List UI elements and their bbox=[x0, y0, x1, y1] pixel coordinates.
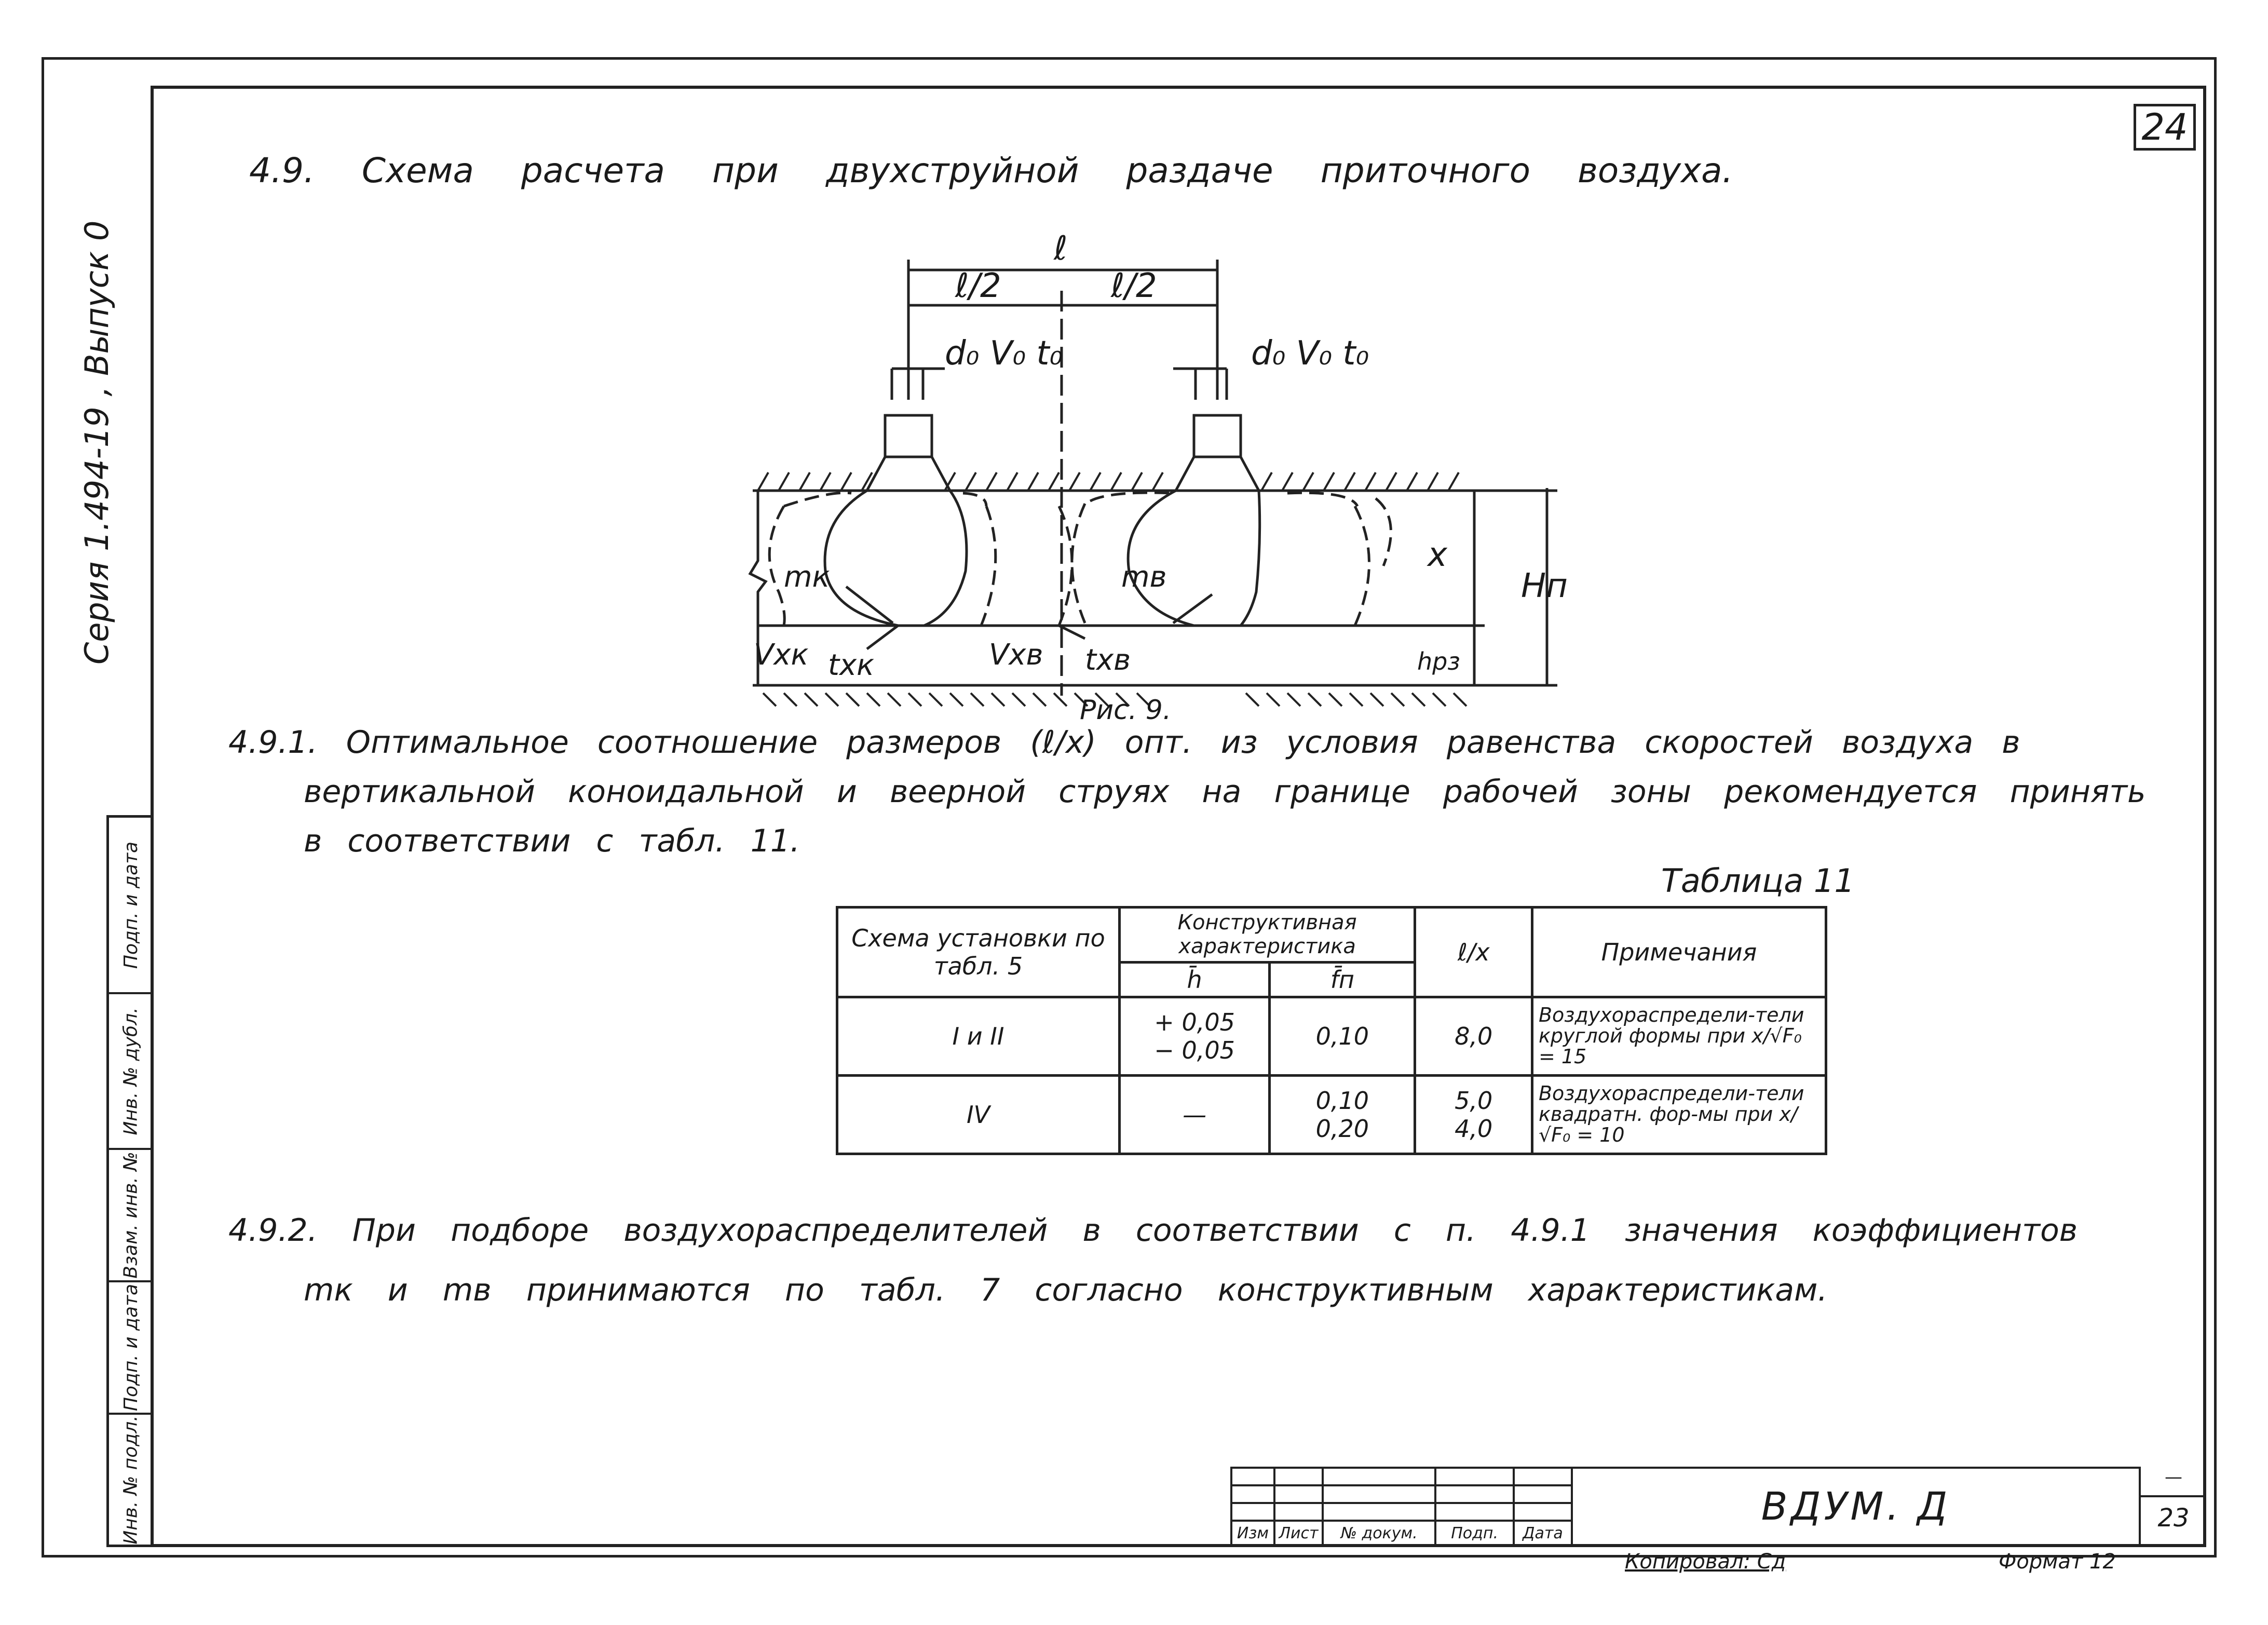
airflow-diagram bbox=[727, 228, 1568, 727]
label-half-left: ℓ/2 bbox=[955, 267, 1001, 305]
label-x: x bbox=[1428, 536, 1447, 574]
row1-lx: 8,0 bbox=[1415, 997, 1532, 1076]
side-stamp-strip bbox=[106, 815, 153, 1547]
tb-col-izm: Изм bbox=[1231, 1521, 1274, 1546]
label-hp: Hп bbox=[1521, 567, 1568, 605]
section-heading: 4.9. Схема расчета при двухструйной раздаче приточного воздуха. bbox=[249, 151, 1733, 191]
side-cell-inv-dubl: Инв. № дубл. bbox=[109, 994, 153, 1150]
row2-lx: 5,0 4,0 bbox=[1415, 1076, 1532, 1154]
row2-h: — bbox=[1119, 1076, 1269, 1154]
th-f: f̄п bbox=[1270, 962, 1415, 997]
label-inlet-right: d₀ V₀ t₀ bbox=[1251, 334, 1369, 373]
label-mk: mк bbox=[784, 560, 830, 594]
figure-caption: Рис. 9. bbox=[1080, 695, 1172, 726]
document-code: ВДУМ. Д bbox=[1573, 1467, 2139, 1545]
row1-f: 0,10 bbox=[1270, 997, 1415, 1076]
table-title: Таблица 11 bbox=[1661, 862, 1855, 900]
sheet-box bbox=[2139, 1467, 2206, 1545]
label-hrz: hрз bbox=[1417, 647, 1460, 675]
label-vxk: Vхк bbox=[754, 638, 809, 672]
label-half-right: ℓ/2 bbox=[1111, 267, 1157, 305]
format-label: Формат 12 bbox=[1999, 1550, 2116, 1574]
copied-by: Копировал: Сд bbox=[1625, 1550, 1786, 1574]
sheet-label: — bbox=[2141, 1467, 2206, 1497]
title-block bbox=[1230, 1467, 2206, 1545]
page-number: 24 bbox=[2134, 104, 2196, 151]
side-cell-vzam-inv: Взам. инв. № bbox=[109, 1150, 153, 1282]
side-cell-inv-podl: Инв. № подл. bbox=[109, 1415, 153, 1547]
title-block-grid bbox=[1230, 1467, 1573, 1547]
para-4-9-1-line2: вертикальной коноидальной и веерной струях на границе рабочей зоны рекомендуется принять bbox=[304, 774, 2146, 810]
para-4-9-2-line2: mк и mв принимаются по табл. 7 согласно конструктивным характеристикам. bbox=[304, 1272, 1828, 1308]
th-notes: Примечания bbox=[1532, 908, 1826, 997]
label-txv: tхв bbox=[1085, 643, 1131, 677]
side-cell-podp-data-2: Подп. и дата bbox=[109, 818, 153, 994]
tb-col-doc: № докум. bbox=[1323, 1521, 1435, 1546]
th-l-x: ℓ/x bbox=[1415, 908, 1532, 997]
label-l: ℓ bbox=[1054, 229, 1068, 268]
th-h: h̄ bbox=[1119, 962, 1269, 997]
row2-note: Воздухораспредели-тели квадратн. фор-мы при x/√F₀ = 10 bbox=[1532, 1076, 1826, 1154]
th-constructive: Конструктивная характеристика bbox=[1119, 908, 1415, 963]
series-title: Серия 1.494-19 , Выпуск 0 bbox=[78, 220, 116, 665]
tb-col-date: Дата bbox=[1514, 1521, 1572, 1546]
row1-note: Воздухораспредели-тели круглой формы при x/√F₀ = 15 bbox=[1532, 997, 1826, 1076]
sheet-number: 23 bbox=[2157, 1504, 2190, 1533]
row1-h: + 0,05 − 0,05 bbox=[1119, 997, 1269, 1076]
label-vxv: Vхв bbox=[989, 638, 1043, 672]
label-inlet-left: d₀ V₀ t₀ bbox=[945, 334, 1063, 373]
row1-scheme: I и II bbox=[837, 997, 1120, 1076]
label-mv: mв bbox=[1121, 560, 1167, 594]
table-11 bbox=[836, 906, 1827, 1155]
para-4-9-1-line3: в соответствии с табл. 11. bbox=[304, 823, 800, 859]
row2-scheme: IV bbox=[837, 1076, 1120, 1154]
side-cell-podp-data-1: Подп. и дата bbox=[109, 1282, 153, 1415]
tb-col-podp: Подп. bbox=[1435, 1521, 1514, 1546]
label-txk: tхк bbox=[828, 648, 874, 682]
th-scheme: Схема установки по табл. 5 bbox=[837, 908, 1120, 997]
para-4-9-2-line1: 4.9.2. При подборе воздухораспределителей в соответствии с п. 4.9.1 значения коэффициентов bbox=[228, 1212, 2078, 1249]
row2-f: 0,10 0,20 bbox=[1270, 1076, 1415, 1154]
para-4-9-1-line1: 4.9.1. Оптимальное соотношение размеров (ℓ/x) опт. из условия равенства скоростей воздуха в bbox=[228, 724, 2020, 761]
tb-col-list: Лист bbox=[1274, 1521, 1323, 1546]
